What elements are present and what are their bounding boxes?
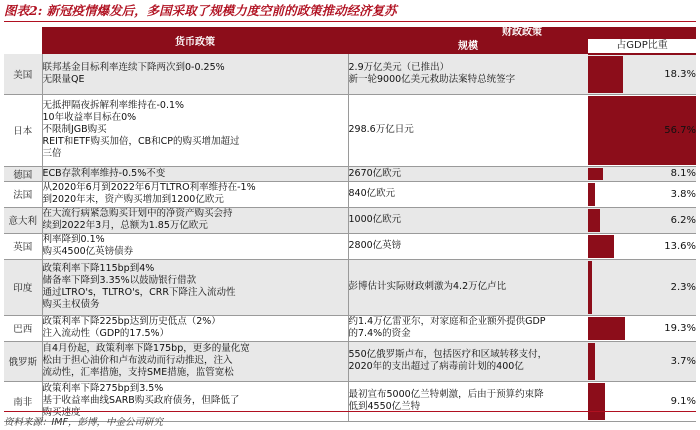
monetary-policy-line: 流动性，汇率措施，支持SME措施，监管宽松	[42, 367, 234, 378]
monetary-policy-cell	[42, 207, 348, 233]
fiscal-scale-cell	[348, 207, 588, 233]
monetary-policy-cell	[42, 166, 348, 181]
monetary-policy-cell	[42, 315, 348, 341]
gdp-share-value: 56.7%	[664, 124, 696, 136]
monetary-policy-cell	[42, 341, 348, 381]
table-row	[4, 181, 696, 207]
monetary-policy-line: 购买速度	[42, 407, 81, 418]
table-row	[4, 315, 696, 341]
fiscal-scale-line: 最初宣布5000亿兰特刺激，后由于预算约束降	[348, 389, 544, 400]
gdp-share-cell	[588, 341, 696, 381]
monetary-policy-line: 联邦基金目标利率连续下降两次到0-0.25%	[42, 61, 225, 73]
fiscal-scale-cell	[348, 341, 588, 381]
monetary-policy-cell	[42, 233, 348, 259]
fiscal-scale-line: 的7.4%的资金	[348, 328, 411, 339]
gdp-share-value: 9.1%	[670, 395, 696, 407]
monetary-policy-cell	[42, 54, 348, 94]
gdp-share-cell	[588, 94, 696, 166]
gdp-share-value: 3.7%	[670, 355, 696, 367]
monetary-policy-line: 不限制JGB购买	[42, 124, 107, 135]
gdp-share-cell	[588, 259, 696, 315]
policy-table	[4, 27, 696, 422]
source-note: 资料来源：IMF，彭博，中金公司研究	[4, 411, 696, 428]
table-row	[4, 233, 696, 259]
monetary-policy-line: 储备率下降到3.35%以鼓励银行借款	[42, 275, 197, 286]
gdp-share-cell	[588, 181, 696, 207]
header-fiscal: 财政政策	[348, 27, 696, 39]
gdp-share-bar	[588, 261, 592, 314]
monetary-policy-cell	[42, 259, 348, 315]
monetary-policy-line: 政策利率下降275bp到3.5%	[42, 383, 164, 394]
country-cell: 日本	[4, 94, 42, 166]
monetary-policy-cell	[42, 94, 348, 166]
gdp-share-bar	[588, 343, 595, 380]
country-cell: 意大利	[4, 207, 42, 233]
table-body	[4, 54, 696, 421]
country-cell: 印度	[4, 259, 42, 315]
fiscal-scale-cell	[348, 233, 588, 259]
gdp-share-bar	[588, 317, 625, 340]
header-scale: 规模	[348, 39, 588, 54]
monetary-policy-line: 基于收益率曲线SARB购买政府债务，但降低了	[42, 395, 240, 406]
monetary-policy-line: REIT和ETF购买加倍，CB和CP的购买增加超过	[42, 136, 240, 147]
fiscal-scale-line: 彭博估计实际财政刺激为4.2万亿卢比	[348, 281, 507, 292]
header-country	[4, 27, 42, 54]
gdp-share-bar	[588, 209, 600, 232]
country-cell: 德国	[4, 166, 42, 181]
fiscal-scale-line: 新一轮9000亿美元救助法案特总统签字	[348, 73, 516, 85]
figure-title: 图表2: 新冠疫情爆发后，多国采取了规模力度空前的政策推动经济复苏	[4, 2, 696, 22]
monetary-policy-line: 通过LTRO's，TLTRO's，CRR下降注入流动性	[42, 287, 236, 298]
country-cell: 英国	[4, 233, 42, 259]
table-row	[4, 259, 696, 315]
monetary-policy-cell	[42, 181, 348, 207]
fiscal-scale-line: 2020年的支出超过了病毒前计划的400亿	[348, 361, 524, 372]
monetary-policy-line: 10年收益率目标在0%	[42, 112, 137, 123]
table-row	[4, 166, 696, 181]
gdp-share-cell	[588, 166, 696, 181]
monetary-policy-line: 在大流行病紧急购买计划中的净资产购买会持	[42, 208, 233, 219]
table-row	[4, 54, 696, 94]
fiscal-scale-cell	[348, 259, 588, 315]
header-monetary: 货币政策	[42, 27, 348, 54]
monetary-policy-line: 无限量QE	[42, 73, 85, 85]
gdp-share-value: 2.3%	[670, 281, 696, 293]
gdp-share-cell	[588, 233, 696, 259]
gdp-share-bar	[588, 183, 595, 206]
country-cell: 南非	[4, 381, 42, 421]
monetary-policy-line: 政策利率下降225bp达到历史低点（2%）	[42, 316, 221, 327]
gdp-share-cell	[588, 315, 696, 341]
table-row	[4, 341, 696, 381]
monetary-policy-line: 从2020年6月到2022年6月TLTRO利率维持在-1%	[42, 182, 256, 193]
fiscal-scale-cell	[348, 54, 588, 94]
gdp-share-value: 6.2%	[670, 214, 696, 226]
gdp-share-value: 18.3%	[664, 68, 696, 80]
fiscal-scale-line: 2800亿英镑	[348, 240, 402, 251]
country-cell: 美国	[4, 54, 42, 94]
monetary-policy-line: 续到2022年3月，总额为1.85万亿欧元	[42, 220, 208, 231]
fiscal-scale-cell	[348, 94, 588, 166]
fiscal-scale-line: 低到4550亿兰特	[348, 401, 421, 412]
gdp-share-value: 13.6%	[664, 240, 696, 252]
gdp-share-bar	[588, 168, 603, 180]
monetary-policy-line: 松由于担心油价和卢布波动而行动推迟，注入	[42, 355, 233, 366]
country-cell: 俄罗斯	[4, 341, 42, 381]
gdp-share-cell	[588, 54, 696, 94]
monetary-policy-line: ECB存款利率维持-0.5%不变	[42, 167, 166, 179]
fiscal-scale-line: 1000亿欧元	[348, 214, 402, 225]
fiscal-scale-cell	[348, 166, 588, 181]
gdp-share-cell	[588, 207, 696, 233]
country-cell: 巴西	[4, 315, 42, 341]
country-cell: 法国	[4, 181, 42, 207]
table-row	[4, 207, 696, 233]
monetary-policy-line: 利率降到0.1%	[42, 234, 105, 245]
gdp-share-value: 3.8%	[670, 188, 696, 200]
monetary-policy-line: 购买主权债务	[42, 299, 100, 310]
monetary-policy-line: 政策利率下降115bp到4%	[42, 263, 155, 274]
fiscal-scale-line: 840亿欧元	[348, 188, 396, 199]
fiscal-scale-line: 550亿俄罗斯卢布，包括医疗和区域转移支付，	[348, 349, 548, 360]
monetary-policy-line: 到2020年末，资产购买增加到1200亿欧元	[42, 194, 224, 205]
gdp-share-value: 19.3%	[664, 322, 696, 334]
header-gdp-share: 占GDP比重	[588, 39, 696, 54]
table-row	[4, 94, 696, 166]
gdp-share-bar	[588, 56, 623, 93]
monetary-policy-line: 注入流动性（GDP的17.5%）	[42, 328, 170, 339]
monetary-policy-line: 三倍	[42, 148, 62, 159]
fiscal-scale-line: 298.6万亿日元	[348, 124, 414, 135]
fiscal-scale-cell	[348, 181, 588, 207]
fiscal-scale-cell	[348, 315, 588, 341]
fiscal-scale-line: 2.9万亿美元（已推出）	[348, 61, 450, 73]
monetary-policy-line: 无抵押隔夜拆解利率维持在-0.1%	[42, 100, 185, 111]
gdp-share-bar	[588, 235, 614, 258]
fiscal-scale-line: 约1.4万亿雷亚尔，对家庭和企业额外提供GDP	[348, 316, 546, 327]
monetary-policy-line: 自4月份起，政策利率下降175bp，更多的量化宽	[42, 343, 250, 354]
gdp-share-value: 8.1%	[670, 168, 696, 179]
fiscal-scale-line: 2670亿欧元	[348, 167, 402, 179]
monetary-policy-line: 购买4500亿英镑债券	[42, 246, 134, 257]
